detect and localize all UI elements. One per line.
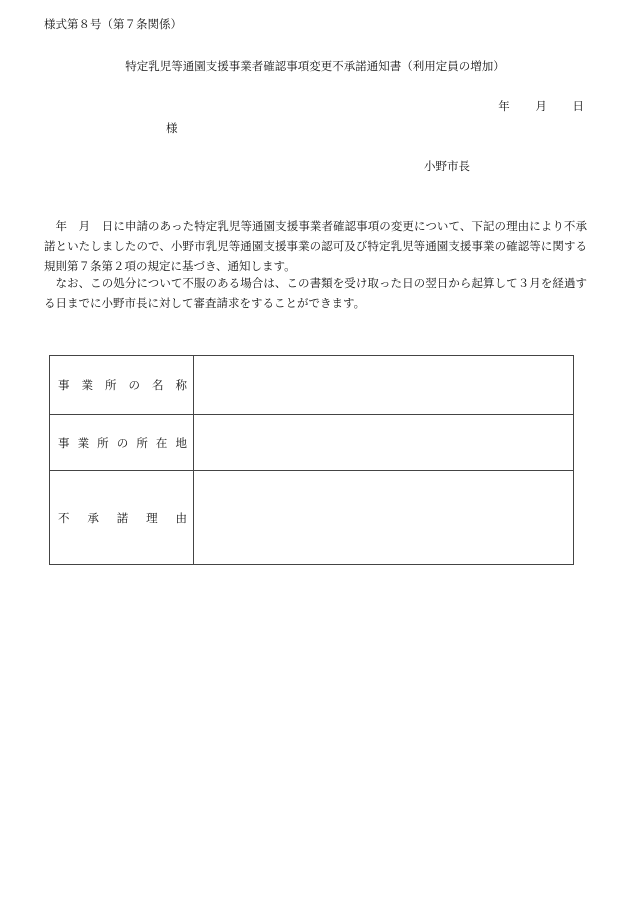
label-char: の <box>128 378 140 392</box>
row-label-rejection-reason <box>50 471 194 565</box>
table-row <box>50 356 574 415</box>
rejection-reason-value <box>194 471 574 565</box>
issuer-name: 小野市長 <box>424 159 470 173</box>
label-char: 由 <box>175 510 187 525</box>
facility-name-value <box>194 356 574 415</box>
date-year: 年 <box>498 99 510 113</box>
label-char: 理 <box>146 510 158 525</box>
facility-address-value <box>194 415 574 471</box>
document-title: 特定乳児等通園支援事業者確認事項変更不承諾通知書（利用定員の増加） <box>125 59 505 73</box>
label-char: 地 <box>175 435 187 450</box>
row-label-facility-name <box>50 356 194 415</box>
label-char: 在 <box>155 435 168 450</box>
label-char: 業 <box>77 435 90 450</box>
label-char: 事 <box>58 378 70 392</box>
addressee-suffix: 様 <box>166 121 178 135</box>
date-month: 月 <box>535 99 547 113</box>
label-char: の <box>116 435 129 450</box>
label-char: 名 <box>152 378 164 392</box>
notice-paragraph: 年 月 日に申請のあった特定乳児等通園支援事業者確認事項の変更について、下記の理由により不承諾といたしましたので、小野市乳児等通園支援事業の認可及び特定乳児等通園支援事業の確認等に関する規則第７条第２項の規定に基づき、通知します。 <box>44 219 587 273</box>
table-row <box>50 471 574 565</box>
label-char: 称 <box>175 378 187 392</box>
form-number: 様式第８号（第７条関係） <box>44 17 182 31</box>
row-label-facility-address <box>50 415 194 471</box>
label-char: 事 <box>58 435 70 450</box>
info-table <box>49 355 574 565</box>
table-row <box>50 415 574 471</box>
label-char: 業 <box>81 378 93 392</box>
appeal-paragraph: なお、この処分について不服のある場合は、この書類を受け取った日の翌日から起算して３月を経過する日までに小野市長に対して審査請求をすることができます。 <box>44 276 587 310</box>
date-day: 日 <box>572 99 584 113</box>
label-char: 諾 <box>116 510 129 525</box>
label-chars <box>50 510 193 526</box>
label-char: 承 <box>87 510 99 525</box>
label-chars <box>50 377 193 393</box>
label-char: 所 <box>97 435 109 450</box>
label-char: 所 <box>136 435 148 450</box>
label-chars <box>50 435 193 451</box>
date-line <box>498 98 584 114</box>
label-char: 不 <box>58 510 70 525</box>
label-char: 所 <box>105 378 117 392</box>
